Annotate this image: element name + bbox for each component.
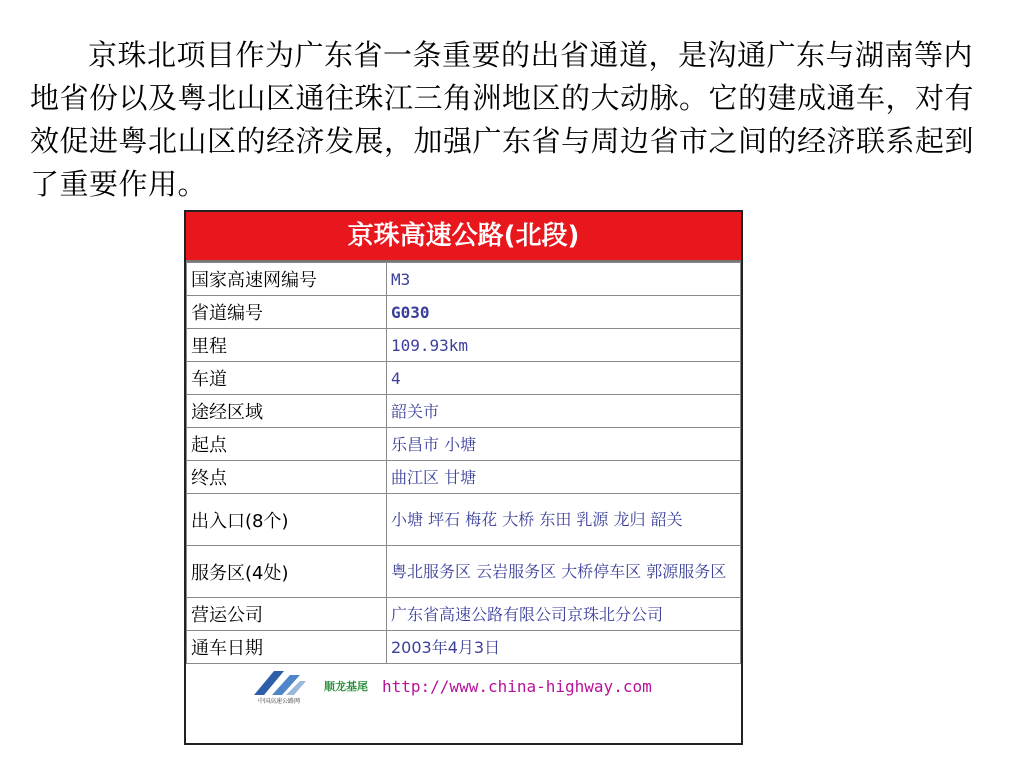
table-row xyxy=(187,428,741,461)
table-row xyxy=(187,461,741,494)
intro-paragraph: 京珠北项目作为广东省一条重要的出省通道，是沟通广东与湖南等内地省份以及粤北山区通往珠江三角洲地区的大动脉。它的建成通车，对有效促进粤北山区的经济发展，加强广东省与周边省市之间的经济联系起到了重要作用。 xyxy=(30,38,975,201)
logo-caption: 中国高速公路网 xyxy=(257,698,300,705)
footer-url-link[interactable]: http://www.china-highway.com xyxy=(382,676,652,696)
row-value-mileage: 109.93km xyxy=(387,329,741,362)
row-label-end: 终点 xyxy=(187,461,387,494)
row-label-operator: 营运公司 xyxy=(187,598,387,631)
card-title: 京珠高速公路(北段) xyxy=(186,212,741,262)
row-value-start: 乐昌市 小塘 xyxy=(387,428,741,461)
table-row xyxy=(187,494,741,546)
row-value-lanes: 4 xyxy=(387,362,741,395)
row-value-region: 韶关市 xyxy=(387,395,741,428)
row-label-exits: 出入口(8个) xyxy=(187,494,387,546)
row-value-operator: 广东省高速公路有限公司京珠北分公司 xyxy=(387,598,741,631)
row-label-lanes: 车道 xyxy=(187,362,387,395)
row-label-start: 起点 xyxy=(187,428,387,461)
row-label-mileage: 里程 xyxy=(187,329,387,362)
table-row xyxy=(187,598,741,631)
row-label-national-code: 国家高速网编号 xyxy=(187,263,387,296)
row-value-open-date: 2003年4月3日 xyxy=(387,631,741,664)
row-label-region: 途经区域 xyxy=(187,395,387,428)
row-value-service-areas: 粤北服务区 云岩服务区 大桥停车区 郭源服务区 xyxy=(387,546,741,598)
row-label-provincial-code: 省道编号 xyxy=(187,296,387,329)
row-label-open-date: 通车日期 xyxy=(187,631,387,664)
highway-info-card xyxy=(184,210,743,745)
highway-logo-icon xyxy=(250,669,308,697)
table-row xyxy=(187,631,741,664)
row-value-exits: 小塘 坪石 梅花 大桥 东田 乳源 龙归 韶关 xyxy=(387,494,741,546)
table-row xyxy=(187,329,741,362)
table-row xyxy=(187,546,741,598)
row-value-provincial-code: G030 xyxy=(387,296,741,329)
table-row xyxy=(187,296,741,329)
card-footer xyxy=(186,664,741,708)
footer-brand: 顺龙基尾 xyxy=(324,680,368,693)
table-row xyxy=(187,395,741,428)
china-highway-logo xyxy=(250,669,308,703)
row-value-national-code: M3 xyxy=(387,263,741,296)
table-row xyxy=(187,263,741,296)
table-row xyxy=(187,362,741,395)
row-label-service-areas: 服务区(4处) xyxy=(187,546,387,598)
highway-info-table xyxy=(186,262,741,664)
row-value-end: 曲江区 甘塘 xyxy=(387,461,741,494)
